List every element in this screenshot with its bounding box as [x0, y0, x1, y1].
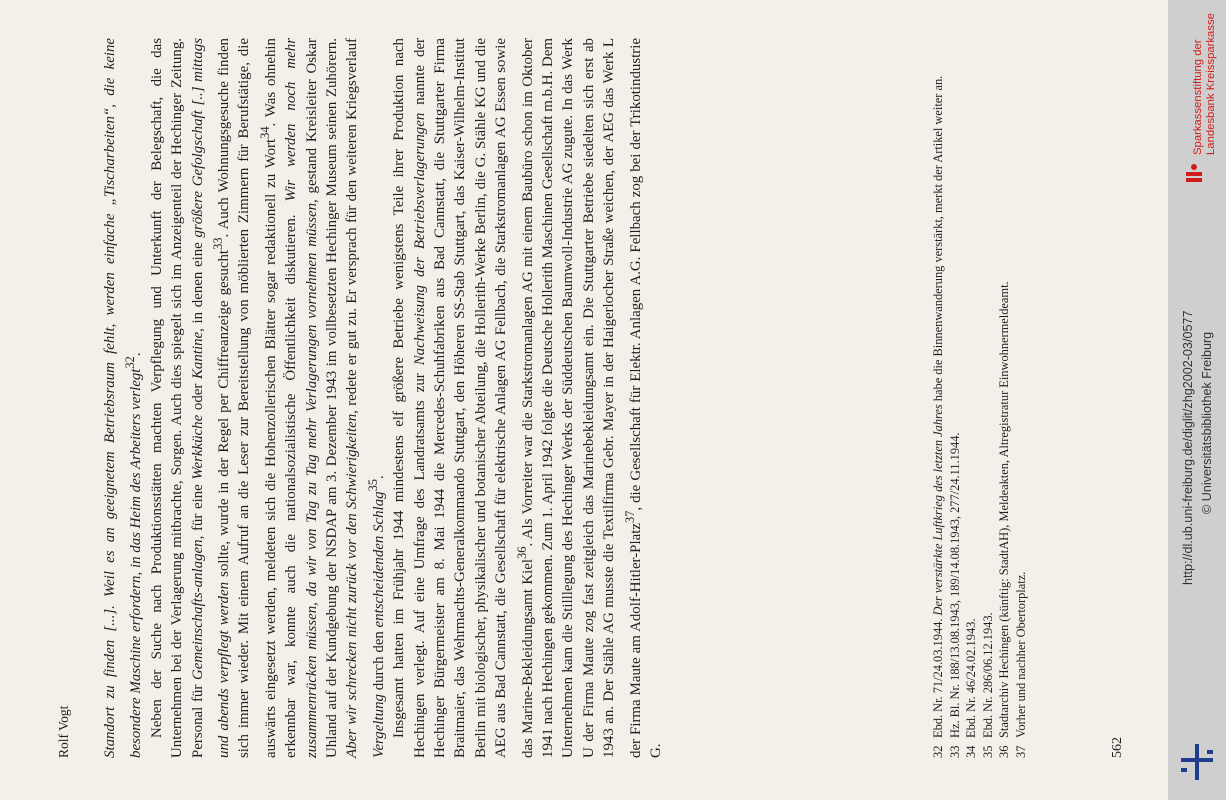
footnote-text: Ebd. Nr. 286/06.12.1943.	[980, 612, 995, 738]
footnote-text: Hz. Bl. Nr. 188/13.08.1943, 189/14.08.1943, 277/24.11.1944.	[947, 432, 962, 738]
footnote-number: 34	[964, 745, 978, 758]
footnote	[996, 38, 1013, 758]
copyright-text: © Universitätsbibliothek Freiburg	[1200, 331, 1214, 514]
body-paragraph: Insgesamt hatten im Frühjahr 1944 mindestens elf größere Betriebe wenigstens Teile ihrer Produktion nach Hechingen verlegt. Auf eine Umfrage des Landratsamts zur Nachweisung der Betriebsverlagerungen nannte der Hechinger Bürgermeister am 8. Mai 1944 die Mercedes-Schuhfabriken aus Bad Cannstatt, die Stuttgarter Firma Braitmaier, das Wehrmachts-Generalkommando Stuttgart, den Höheren SS-Stab Stuttgart, das Kaiser-Wilhelm-Institut Berlin mit biologischer, physikalischer und botanischer Abteilung, die Hollerith-Werke Berlin, die G. Stähle KG und die AEG aus Bad Cannstatt, die Gesellschaft für elektrische Anlagen AG Fellbach, die Starkstromanlagen AG Essen sowie das Marine-Bekleidungsamt Kiel$^{36}$. Als Vorreiter war die Starkstromanlagen AG mit einem Baubüro schon im Oktober 1941 nach Hechingen gekommen. Zum 1. April 1942 folgte die Deutsche Hollerith Maschinen Gesellschaft m.b.H. Dem Unternehmen kam die Stilllegung des Hechinger Werks der Süddeutschen Baumwoll-Industrie AG zugute. In das Werk U der Firma Maute zog fast zeitgleich das Marinebekleidungsamt ein. Die Stuttgarter Betriebe siedelten sich erst ab 1943 an. Der Stähle AG musste die Textilfirma Gebr. Mayer in der Haigerlocher Straße weichen, der AEG das Werk L der Firma Maute am Adolf-Hitler-Platz$^{37}$, die Gesellschaft für Elektr. Anlagen A.G. Fellbach zog bei der Trikotindustrie G.	[391, 37, 664, 758]
footnote-number: 32	[931, 745, 945, 758]
footnote-number: 36	[997, 745, 1011, 758]
footnote-text: Vorher und nachher Obertorplatz.	[1013, 571, 1028, 738]
footnote	[1013, 38, 1030, 758]
footnote	[980, 38, 997, 758]
page-number: 562	[1110, 737, 1125, 758]
body-paragraph: Neben der Suche nach Produktionsstätten machten Verpflegung und Unterkunft der Belegschaft, die das Unternehmen bei der Verlagerung mitbrachte, Sorgen. Auch dies spiegelt sich im Anzeigenteil der Hechinger Zeitung. Personal für Gemeinschafts-anlagen, für eine Werkküche oder Kantine, in denen eine größere Gefolgschaft [..] mittags und abends verpflegt werden sollte, wurde in der Regel per Chiffreanzeige gesucht$^{33}$. Auch Wohnungsgesuche finden sich immer wieder. Mit einem Aufruf an die Leser zur Bereitstellung von möblierten Zimmern für Berufstätige, die auswärts eingesetzt werden, meldeten sich die Hohenzollerischen Blätter sogar redaktionell zu Wort$^{34}$. Was ohnehin erkennbar war, konnte auch die nationalsozialistische Öffentlichkeit diskutieren. Wir werden noch mehr zusammenrücken müssen, da wir von Tag zu Tag mehr Verlagerungen vornehmen müssen, gestand Kreisleiter Oskar Uhland auf der Kundgebung der NSDAP am 3. Dezember 1943 im vollbesetzten Hechinger Museum seinen Zuhörern. Aber wir schrecken nicht zurück vor den Schwierigkeiten, redete er gut zu. Er versprach für den weiteren Kriegsverlauf Vergeltung durch den entscheidenden Schlag$^{35}$.	[148, 37, 387, 758]
permalink-url[interactable]: http://dl.ub.uni-freiburg.de/diglit/zhg2002-03/0577	[1181, 310, 1195, 585]
sponsor-text-line2: Landesbank Kreissparkasse	[1205, 13, 1217, 155]
footnote	[930, 38, 947, 758]
footnote-number: 35	[980, 745, 995, 758]
footnote	[963, 38, 980, 758]
footnote	[947, 38, 964, 758]
ub-freiburg-logo-icon	[1177, 742, 1217, 782]
body-text	[100, 38, 666, 758]
footnote-text: Ebd. Nr. 71/24.03.1944. Der verstärkte Luftkrieg des letzten Jahres habe die Binnenwanderung verstärkt, merkt der Artikel weiter an.	[931, 75, 945, 738]
footnote-number: 33	[947, 745, 962, 758]
running-head: Rolf Vogt	[56, 705, 71, 758]
body-paragraph: Standort zu finden [...]. Weil es an geeignetem Betriebsraum fehlt, werden einfache „Tischarbeiten“, die keine besondere Maschine erfordern, in das Heim des Arbeiters verlegt$^{32}$.	[102, 38, 145, 758]
footnotes	[930, 38, 1029, 758]
footnote-number: 37	[1013, 745, 1028, 758]
footnote-text: Stadtarchiv Hechingen (künftig: StadtAH), Meldeakten, Altregistratur Einwohnermeldeamt.	[997, 281, 1011, 738]
sponsor-text-line1: Sparkassenstiftung der	[1192, 39, 1204, 155]
footnote-text: Ebd. Nr. 46/24.02.1943.	[964, 618, 978, 738]
sparkasse-logo-icon	[1183, 163, 1205, 185]
